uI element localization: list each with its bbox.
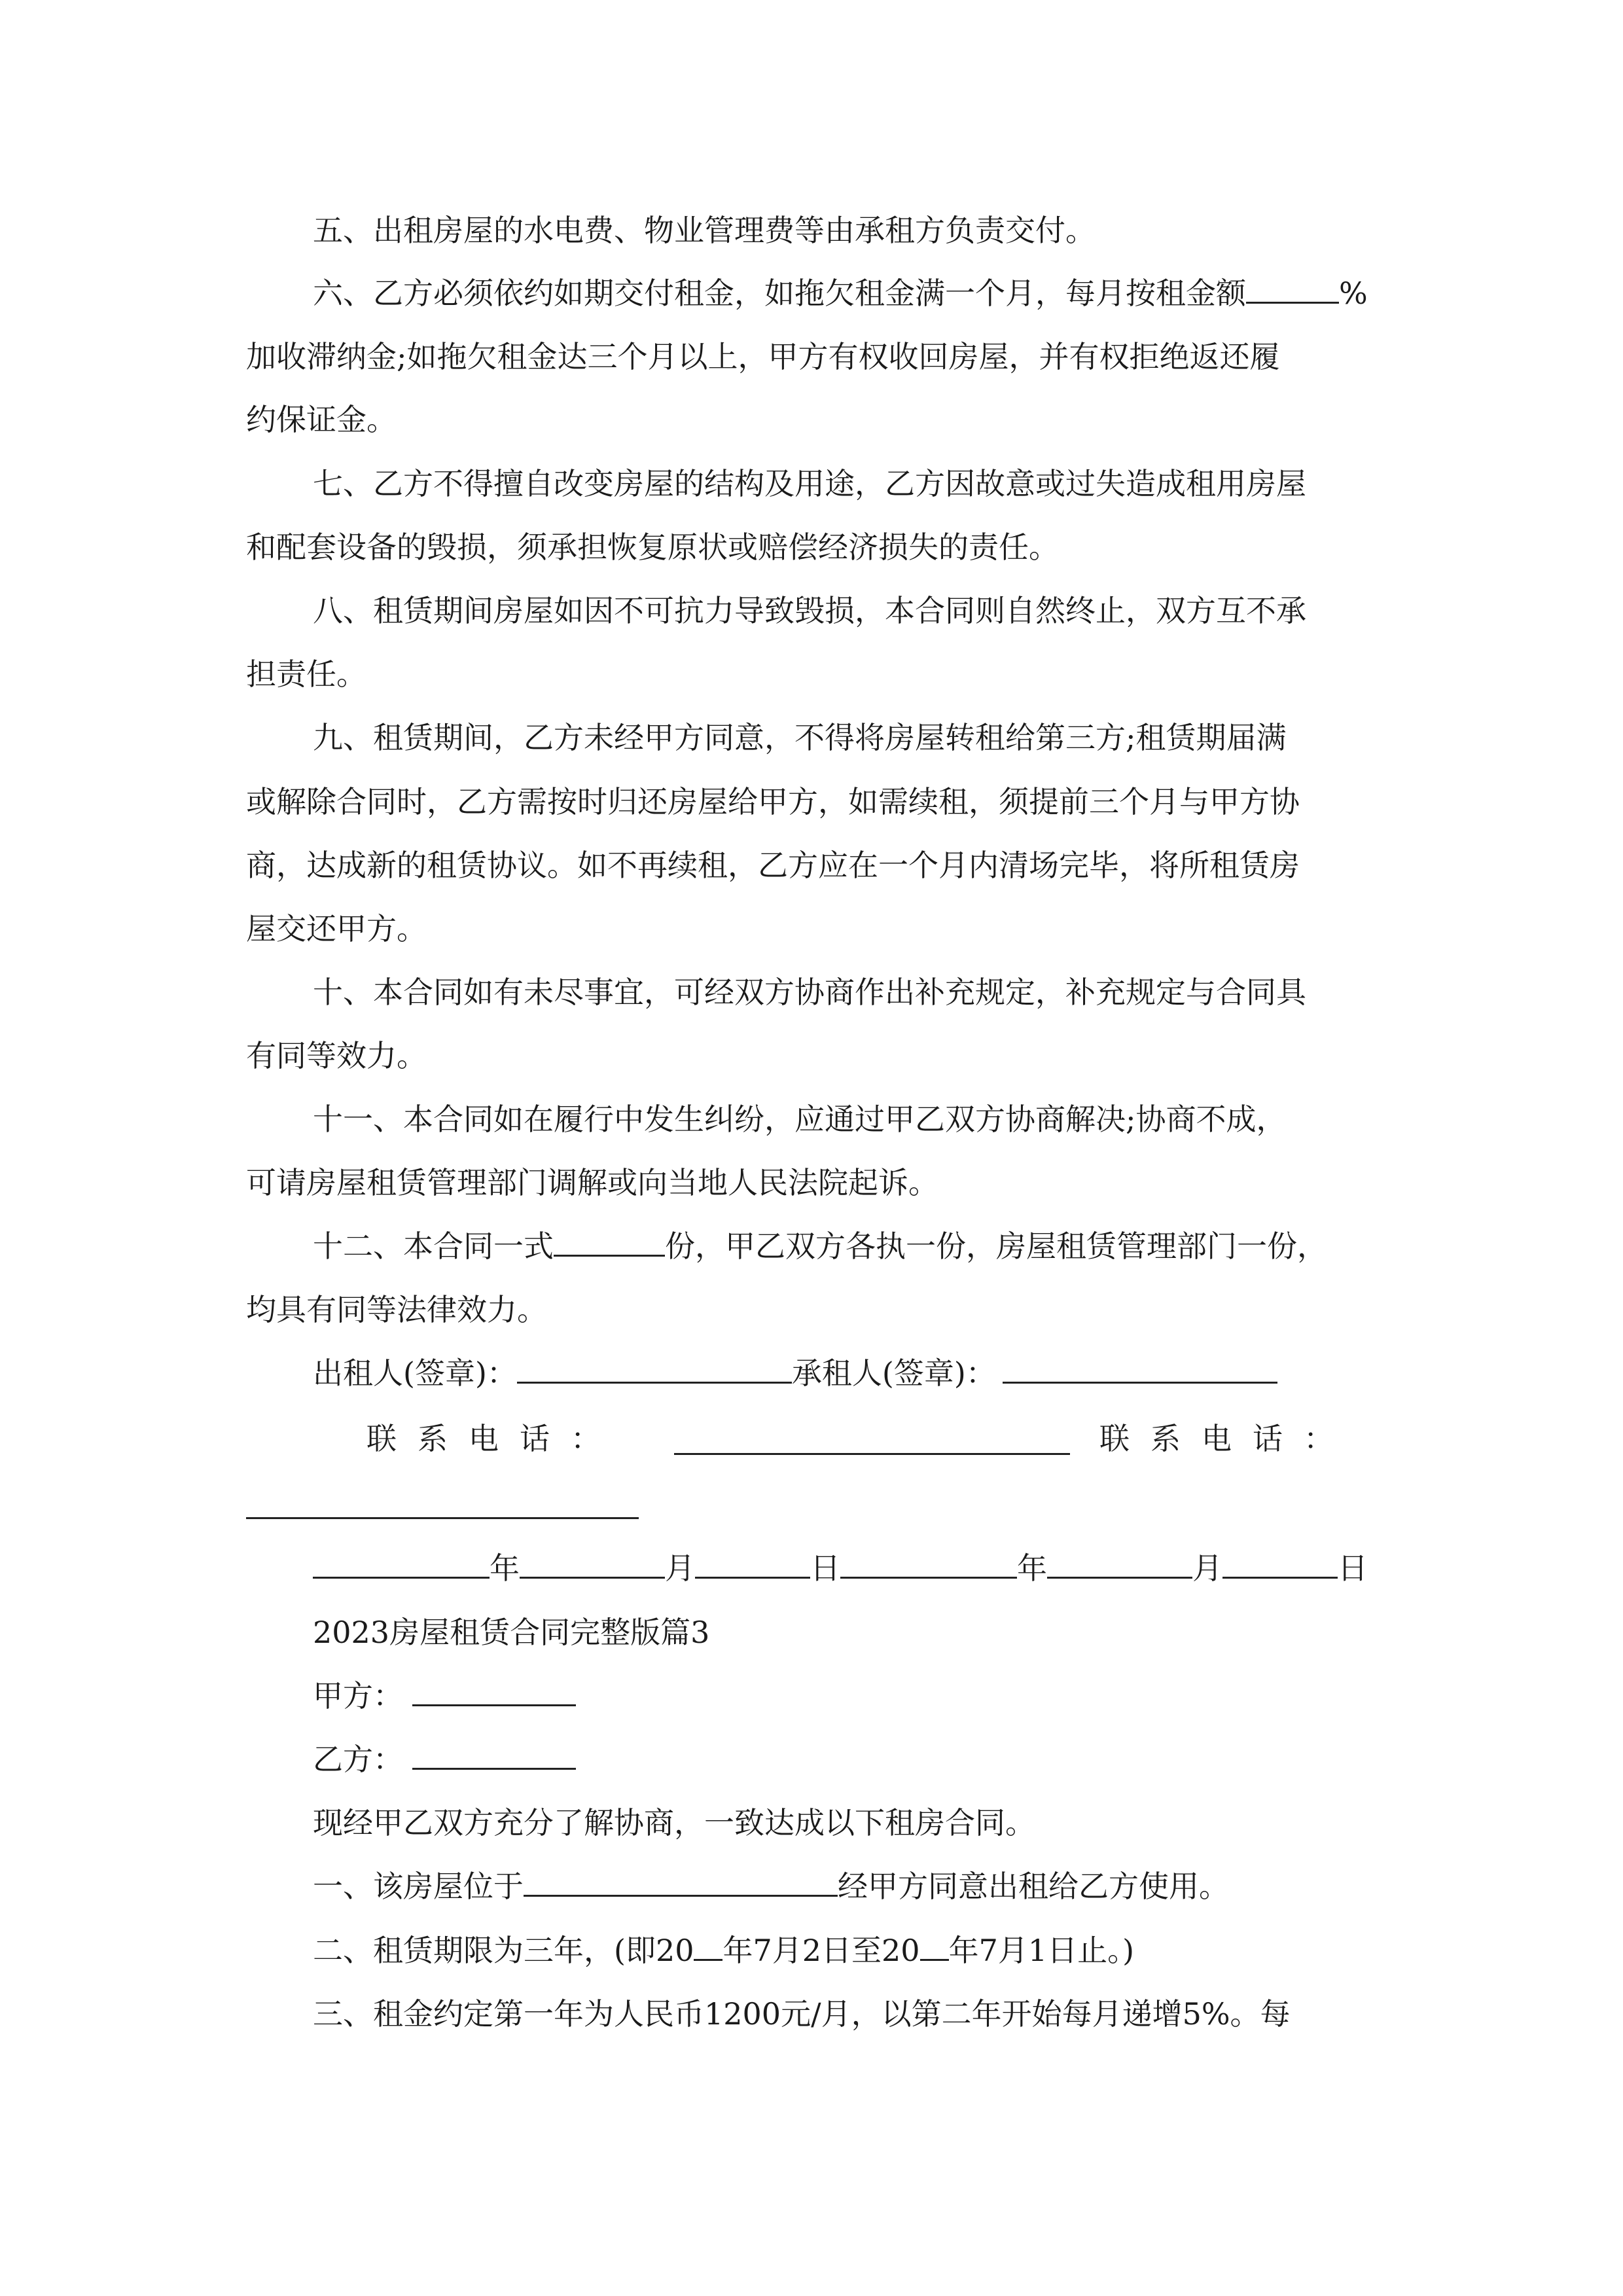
date-line <box>313 1549 1368 1588</box>
clause-12-text-b: 份，甲乙双方各执一份，房屋租赁管理部门一份， <box>665 1229 1327 1264</box>
copies-blank <box>554 1229 665 1257</box>
end-year-blank <box>920 1933 949 1961</box>
section-heading: 2023房屋租赁合同完整版篇3 <box>313 1615 710 1650</box>
lessor-day-blank <box>695 1551 810 1579</box>
clause-6-line-2: 加收滞纳金;如拖欠租金达三个月以上，甲方有权收回房屋，并有权拒绝返还履 <box>246 339 1280 374</box>
clause-7-line-1: 七、乙方不得擅自改变房屋的结构及用途，乙方因故意或过失造成租用房屋 <box>313 466 1306 501</box>
clause-12-line-2: 均具有同等法律效力。 <box>246 1292 547 1327</box>
clause-6-text: 六、乙方必须依约如期交付租金，如拖欠租金满一个月，每月按租金额 <box>313 276 1246 311</box>
clause-12-line-1 <box>313 1227 1327 1266</box>
item-1-text-b: 经甲方同意出租给乙方使用。 <box>838 1869 1229 1904</box>
clause-8-line-1: 八、租赁期间房屋如因不可抗力导致毁损，本合同则自然终止，双方互不承 <box>313 593 1306 628</box>
day-label: 日 <box>1338 1551 1368 1586</box>
day-label: 日 <box>810 1551 840 1586</box>
lessor-phone-blank <box>674 1453 1070 1455</box>
lessee-year-blank <box>840 1551 1017 1579</box>
clause-9-line-3: 商，达成新的租赁协议。如不再续租，乙方应在一个月内清场完毕，将所租赁房 <box>246 848 1300 883</box>
clause-11-line-2: 可请房屋租赁管理部门调解或向当地人民法院起诉。 <box>246 1165 938 1200</box>
clause-11-line-1: 十一、本合同如在履行中发生纠纷，应通过甲乙双方协商解决;协商不成， <box>313 1102 1287 1137</box>
year-label: 年 <box>1017 1551 1047 1586</box>
item-2-text-a: 二、租赁期限为三年，(即20 <box>313 1933 694 1968</box>
month-label: 月 <box>665 1551 695 1586</box>
intro-line: 现经甲乙双方充分了解协商，一致达成以下租房合同。 <box>313 1805 1035 1840</box>
clause-12-text-a: 十二、本合同一式 <box>313 1229 554 1264</box>
clause-9-line-1: 九、租赁期间，乙方未经甲方同意，不得将房屋转租给第三方;租赁期届满 <box>313 720 1287 755</box>
lessee-label: 承租人(签章)： <box>791 1355 996 1391</box>
clause-6-line-1 <box>313 274 1368 313</box>
percent-sign: % <box>1339 276 1368 311</box>
lessee-phone-label: 联系电话： <box>1099 1421 1355 1456</box>
lessee-signature-blank <box>1003 1355 1277 1384</box>
item-2-text-c: 年7月1日止。) <box>948 1933 1135 1968</box>
clause-9-line-2: 或解除合同时，乙方需按时归还房屋给甲方，如需续租，须提前三个月与甲方协 <box>246 784 1300 819</box>
item-1 <box>313 1867 1229 1906</box>
year-label: 年 <box>490 1551 520 1586</box>
start-year-blank <box>694 1933 722 1961</box>
party-a-line <box>313 1676 576 1715</box>
address-blank <box>524 1869 838 1897</box>
clause-9-line-4: 屋交还甲方。 <box>246 911 427 946</box>
lessor-signature-blank <box>517 1355 792 1384</box>
late-fee-percent-blank <box>1246 276 1339 304</box>
clause-8-line-2: 担责任。 <box>246 656 366 692</box>
item-2 <box>313 1931 1134 1970</box>
clause-10-line-1: 十、本合同如有未尽事宜，可经双方协商作出补充规定，补充规定与合同具 <box>313 975 1306 1010</box>
clause-7-line-2: 和配套设备的毁损，须承担恢复原状或赔偿经济损失的责任。 <box>246 529 1059 565</box>
lessee-phone-blank <box>246 1517 639 1519</box>
lessor-month-blank <box>520 1551 665 1579</box>
party-b-blank <box>412 1742 576 1770</box>
lessor-label: 出租人(签章)： <box>313 1355 517 1391</box>
lessor-phone-label: 联系电话： <box>366 1421 622 1456</box>
party-b-label: 乙方： <box>313 1742 403 1777</box>
signature-line <box>313 1354 1277 1393</box>
lessor-year-blank <box>313 1551 490 1579</box>
item-2-text-b: 年7月2日至20 <box>722 1933 920 1968</box>
clause-10-line-2: 有同等效力。 <box>246 1038 427 1073</box>
month-label: 月 <box>1192 1551 1222 1586</box>
item-3: 三、租金约定第一年为人民币1200元/月，以第二年开始每月递增5%。每 <box>313 1996 1291 2032</box>
lessee-month-blank <box>1047 1551 1192 1579</box>
party-b-line <box>313 1740 576 1779</box>
lessee-day-blank <box>1222 1551 1338 1579</box>
clause-5: 五、出租房屋的水电费、物业管理费等由承租方负责交付。 <box>313 213 1096 248</box>
clause-6-line-3: 约保证金。 <box>246 402 397 437</box>
party-a-blank <box>412 1678 576 1706</box>
party-a-label: 甲方： <box>313 1678 403 1713</box>
item-1-text-a: 一、该房屋位于 <box>313 1869 524 1904</box>
